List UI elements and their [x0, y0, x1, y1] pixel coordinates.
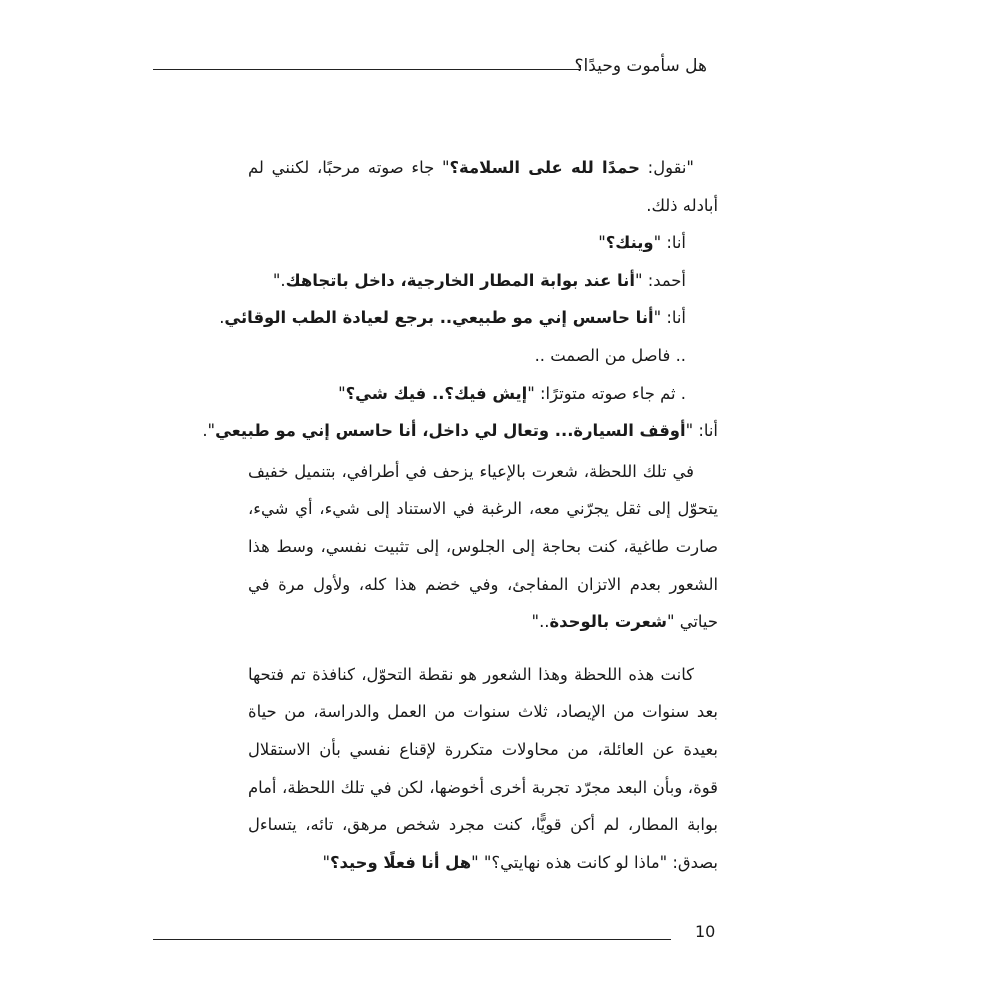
dialog-line-2: [248, 262, 718, 300]
dialog-line-4: .. فاصل من الصمت ..: [534, 345, 686, 365]
dialog-1-prefix: أنا: ": [653, 233, 686, 253]
header-rule: [153, 69, 581, 70]
paragraph-1: [248, 149, 718, 224]
dialog-5-prefix: . ثم جاء صوته متوترًا: ": [527, 383, 686, 403]
dialog-6-suffix: ".: [202, 421, 216, 441]
dialog-2-suffix: .": [272, 270, 286, 290]
p3-suffix: ": [322, 852, 330, 872]
p3-text: كانت هذه اللحظة وهذا الشعور هو نقطة التحوّل، كنافذة تم فتحها بعد سنوات من الإيصاد، ثلاث سنوات من العمل والدراسة، من حياة بعيدة عن العائلة، من محاولات متكررة لإقناع نفسي بأن الاستقلال قوة، وبأن البعد مجرّد تجربة أخرى أخوضها، لكن في تلك اللحظة، أمام بوابة المطار، لم أكن قويًّا، كنت مجرد شخص مرهق، تائه، يتساءل بصدق: "ماذا لو كانت هذه نهايتي؟" ": [248, 664, 718, 872]
dialog-line-1: [248, 224, 718, 262]
p1-quote-open: "نقول:: [639, 158, 694, 177]
dialog-1-bold: وينك؟: [605, 233, 654, 253]
dialog-1-suffix: ": [598, 233, 606, 253]
footer-rule: [153, 939, 671, 940]
dialog-5-suffix: ": [338, 383, 346, 403]
p2-bold: شعرت بالوحدة: [549, 612, 667, 632]
p1-bold: حمدًا لله على السلامة؟: [449, 158, 640, 177]
p2-suffix: ..": [531, 612, 550, 632]
dialog-3-prefix: أنا: ": [653, 308, 686, 328]
dialog-line-6: [202, 412, 718, 450]
p2-text: في تلك اللحظة، شعرت بالإعياء يزحف في أطرافي، بتنميل خفيف يتحوّل إلى ثقل يجرّني معه، الرغبة في الاستناد إلى شيء، أي شيء، صارت طاغية، كنت بحاجة إلى الجلوس، إلى تثبيت نفسي، وسط هذا الشعور بعدم الاتزان المفاجئ، وفي خضم هذا كله، ولأول مرة في حياتي ": [248, 461, 718, 632]
p1-rest: " جاء صوته مرحبًا، لكنني لم أبادله ذلك.: [248, 158, 718, 215]
dialog-2-bold: أنا عند بوابة المطار الخارجية، داخل باتجاهك: [285, 270, 635, 290]
dialog-3-bold: أنا حاسس إني مو طبيعي.. برجع لعيادة الطب الوقائي: [224, 308, 654, 328]
dialog-5-bold: إيش فيك؟.. فيك شي؟: [345, 383, 528, 403]
dialog-line-3: [219, 299, 718, 337]
dialog-6-prefix: أنا: ": [685, 421, 718, 441]
dialog-line-5: [248, 375, 718, 413]
paragraph-3: [248, 656, 718, 882]
dialog-2-prefix: أحمد: ": [634, 270, 686, 290]
paragraph-2: [248, 453, 718, 641]
p3-bold: هل أنا فعلًا وحيد؟: [330, 852, 472, 872]
dialog-6-bold: أوقف السيارة... وتعال لي داخل، أنا حاسس إني مو طبيعي: [215, 421, 686, 441]
dialog-3-suffix: .: [219, 308, 225, 328]
body-text: [202, 149, 718, 881]
page-number: 10: [695, 922, 716, 941]
running-title: هل سأموت وحيدًا؟: [574, 56, 707, 76]
